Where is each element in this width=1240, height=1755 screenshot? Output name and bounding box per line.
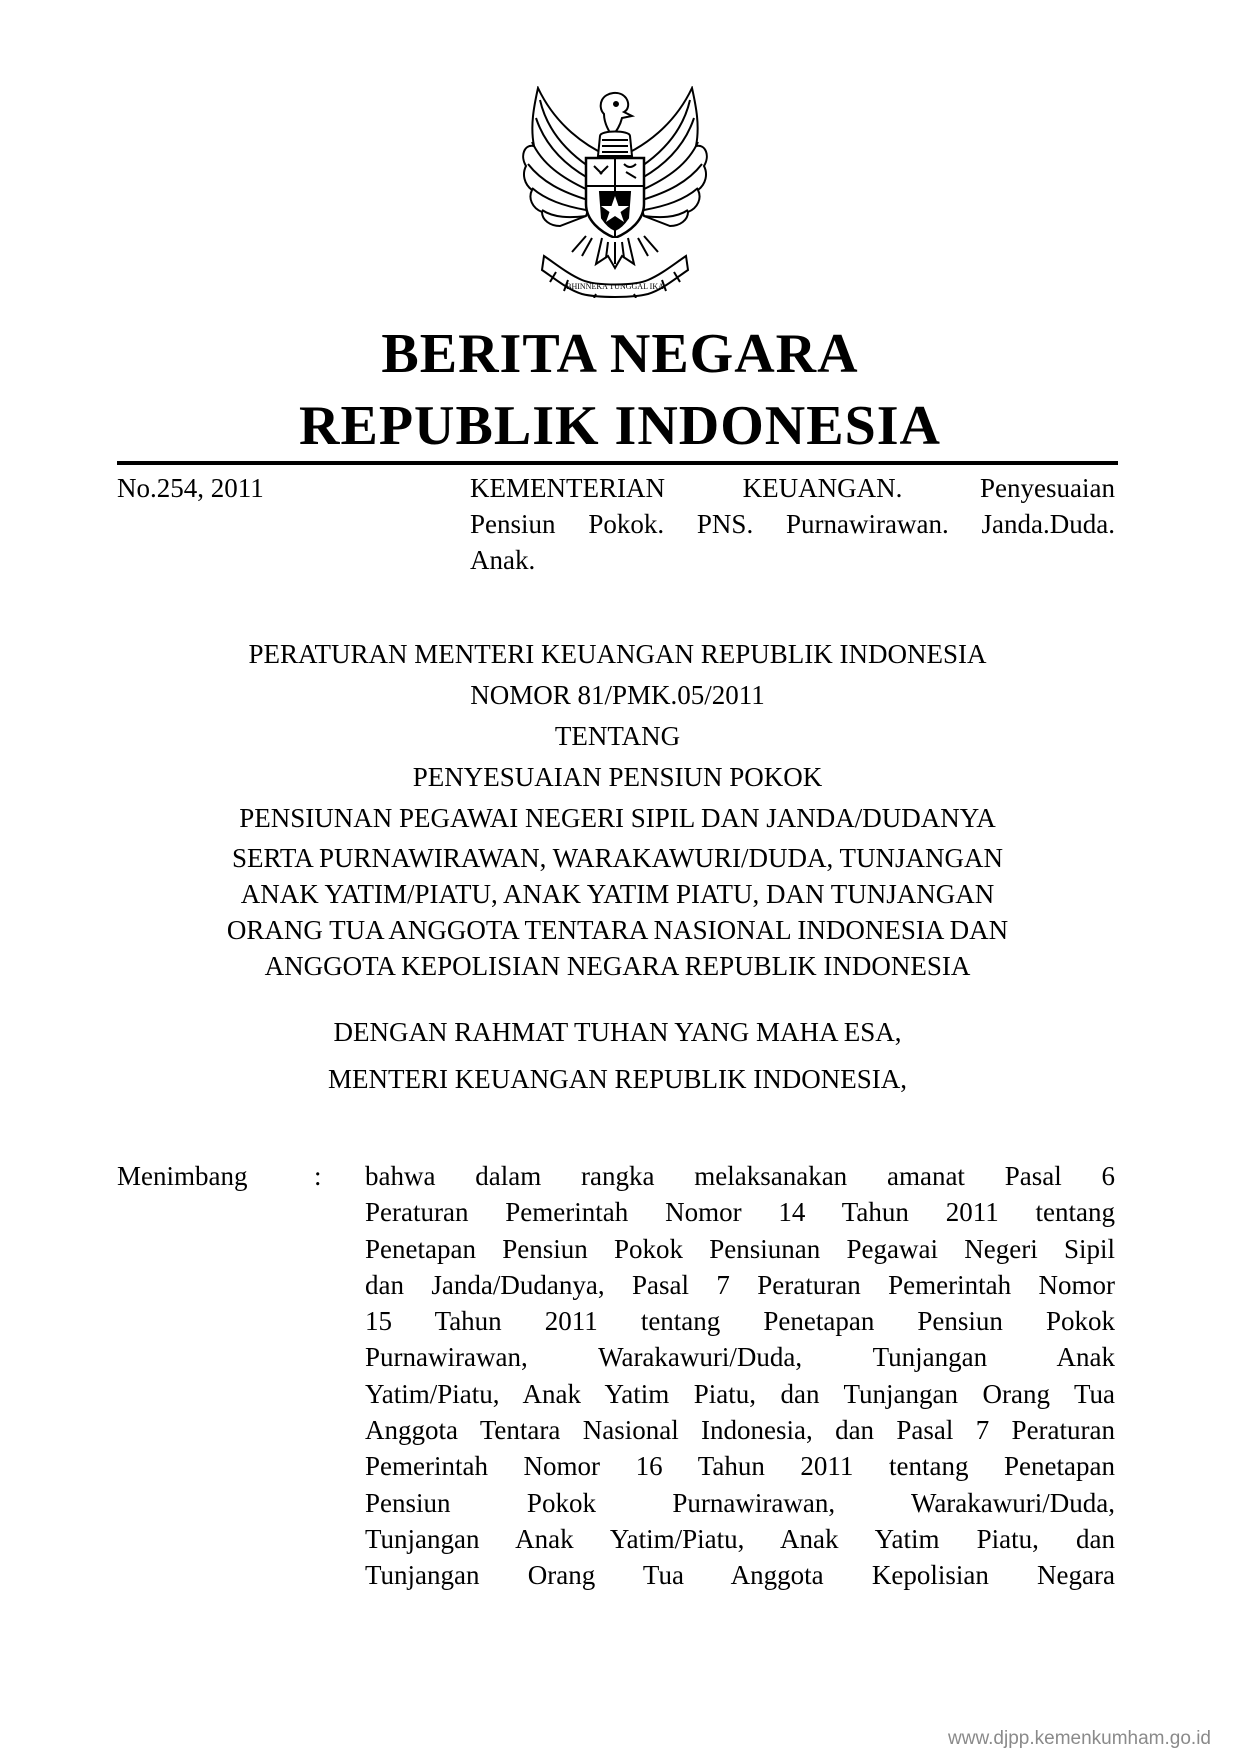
issue-subject [470,470,1115,578]
regulation-title: PERATURAN MENTERI KEUANGAN REPUBLIK INDONESIA [248,639,987,669]
regulation-subject-line: PENYESUAIAN PENSIUN POKOK [412,762,823,792]
menimbang-colon: : [314,1161,322,1191]
menimbang-line: Tunjangan Orang Tua Anggota Kepolisian Negara [365,1560,1115,1591]
regulation-heading [117,634,1118,839]
svg-text:BHINNEKA TUNGGAL IKA: BHINNEKA TUNGGAL IKA [566,282,664,291]
issue-subject-line: Anak. [470,545,536,575]
menimbang-line: Pensiun Pokok Purnawirawan, Warakawuri/Duda, [365,1487,1115,1518]
preamble-line: DENGAN RAHMAT TUHAN YANG MAHA ESA, [333,1017,902,1047]
regulation-subject [117,840,1118,984]
header-rule [117,461,1118,465]
issue-number: No.254, 2011 [117,473,264,503]
regulation-tentang: TENTANG [554,721,681,751]
menimbang-text [365,1158,1115,1594]
issue-subject-line: Pensiun Pokok. PNS. Purnawirawan. Janda.Duda. [470,509,1115,539]
regulation-subject-line: PENSIUNAN PEGAWAI NEGERI SIPIL DAN JANDA/DUDANYA [239,803,996,833]
gazette-title: BERITA NEGARA [381,323,859,385]
regulation-subject-line: ORANG TUA ANGGOTA TENTARA NASIONAL INDONESIA DAN [226,915,1009,945]
menimbang-line: Penetapan Pensiun Pokok Pensiunan Pegawai Negeri Sipil [365,1233,1115,1264]
menimbang-line: Peraturan Pemerintah Nomor 14 Tahun 2011 tentang [365,1197,1115,1228]
gazette-subtitle: REPUBLIK INDONESIA [299,395,941,457]
regulation-subject-line: ANGGOTA KEPOLISIAN NEGARA REPUBLIK INDONESIA [264,951,971,981]
menimbang-line: Anggota Tentara Nasional Indonesia, dan Pasal 7 Peraturan [365,1415,1115,1446]
menimbang-line: bahwa dalam rangka melaksanakan amanat Pasal 6 [365,1161,1115,1191]
menimbang-line: Pemerintah Nomor 16 Tahun 2011 tentang Penetapan [365,1451,1115,1482]
regulation-number: NOMOR 81/PMK.05/2011 [470,680,765,710]
regulation-subject-line: ANAK YATIM/PIATU, ANAK YATIM PIATU, DAN TUNJANGAN [240,879,995,909]
issue-subject-line: KEMENTERIAN KEUANGAN. Penyesuaian [470,473,1115,503]
preamble [117,1009,1118,1103]
menimbang-line: Purnawirawan, Warakawuri/Duda, Tunjangan Anak [365,1342,1115,1373]
menimbang-line: dan Janda/Dudanya, Pasal 7 Peraturan Pemerintah Nomor [365,1269,1115,1300]
menimbang-label: Menimbang [117,1161,248,1191]
menimbang-line: 15 Tahun 2011 tentang Penetapan Pensiun Pokok [365,1306,1115,1337]
regulation-subject-line: SERTA PURNAWIRAWAN, WARAKAWURI/DUDA, TUNJANGAN [232,843,1003,873]
menimbang-line: Yatim/Piatu, Anak Yatim Piatu, dan Tunjangan Orang Tua [365,1378,1115,1409]
preamble-line: MENTERI KEUANGAN REPUBLIK INDONESIA, [328,1064,907,1094]
menimbang-line: Tunjangan Anak Yatim/Piatu, Anak Yatim Piatu, dan [365,1523,1115,1554]
footer-url-link[interactable]: www.djpp.kemenkumham.go.id [948,1728,1211,1749]
garuda-emblem-icon [516,86,714,298]
